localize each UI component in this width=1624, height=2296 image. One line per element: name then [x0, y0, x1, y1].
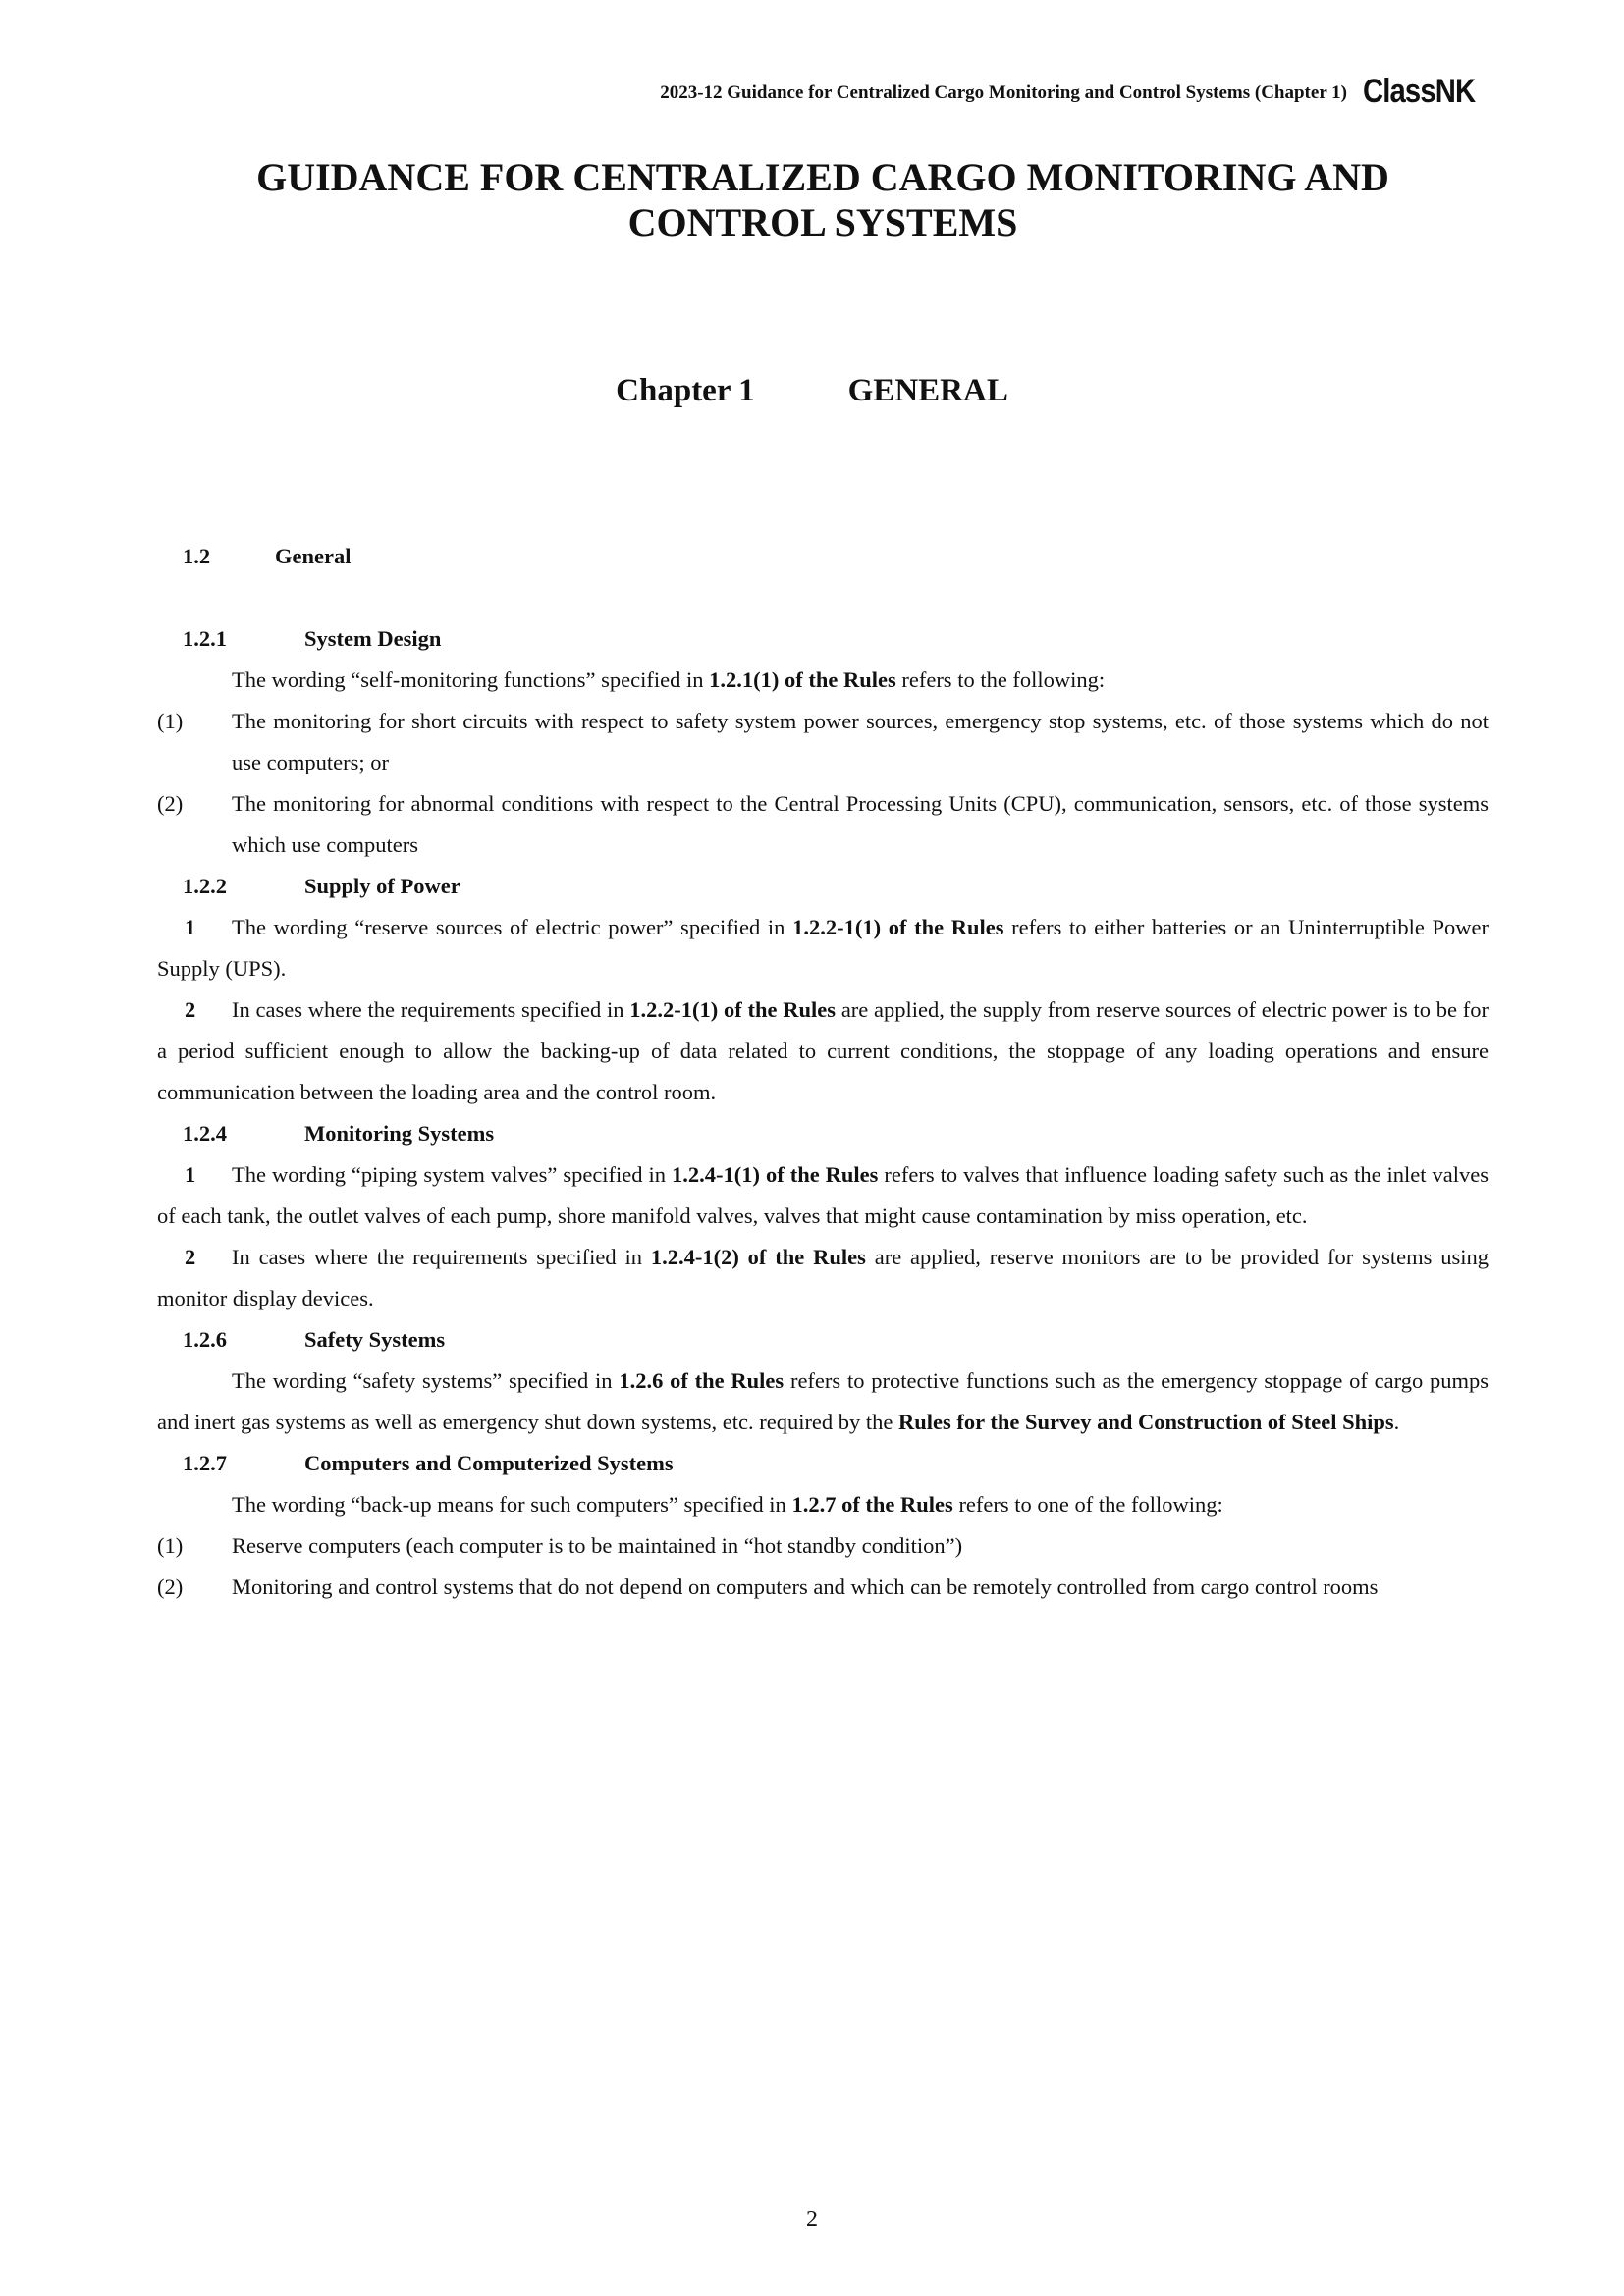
list-item: (1) The monitoring for short circuits with respect to safety system power sources, emergency stop systems, etc. of those systems which do not use computers; or	[157, 709, 1489, 774]
running-header: 2023-12 Guidance for Centralized Cargo Monitoring and Control Systems (Chapter 1)	[660, 82, 1347, 103]
rule-reference: 1.2.4-1(1) of the Rules	[672, 1162, 879, 1187]
subsection-number: 1.2.4	[183, 1121, 227, 1146]
paragraph: The wording “self-monitoring functions” specified in 1.2.1(1) of the Rules refers to the following:	[232, 667, 1106, 692]
section-title: General	[275, 544, 352, 568]
subsection-title: System Design	[304, 626, 442, 651]
subsection-heading-1-2-6	[157, 1319, 1489, 1361]
paragraph: The wording “safety systems” specified in 1.2.6 of the Rules refers to protective functions such as the emergency stoppage of cargo pumps and inert gas systems as well as emergency shut down systems, etc. required by the Rules for the Survey and Construction of Steel Ships.	[157, 1368, 1489, 1434]
subsection-number: 1.2.1	[183, 626, 227, 651]
subsection-title: Computers and Computerized Systems	[304, 1451, 674, 1475]
rule-reference: 1.2.7 of the Rules	[791, 1492, 953, 1517]
rule-reference: 1.2.4-1(2) of the Rules	[650, 1245, 866, 1269]
subsection-number: 1.2.2	[183, 874, 227, 898]
rule-reference: Rules for the Survey and Construction of Steel Ships	[898, 1410, 1394, 1434]
paragraph: 2 In cases where the requirements specified in 1.2.4-1(2) of the Rules are applied, reserve monitors are to be provided for systems using monitor display devices.	[157, 1245, 1489, 1310]
subsection-number: 1.2.6	[183, 1327, 227, 1352]
page-number: 2	[806, 2207, 818, 2232]
paragraph: 2 In cases where the requirements specified in 1.2.2-1(1) of the Rules are applied, the supply from reserve sources of electric power is to be for a period sufficient enough to allow the backing-up of data related to current conditions, the stoppage of any loading operations and ensure communication between the loading area and the control room.	[157, 997, 1489, 1104]
chapter-label: Chapter 1	[616, 373, 755, 408]
subsection-number: 1.2.7	[183, 1451, 227, 1475]
subsection-heading-1-2-1	[157, 618, 1489, 660]
list-item: (2) Monitoring and control systems that do not depend on computers and which can be remotely controlled from cargo control rooms	[157, 1575, 1379, 1599]
paragraph: 1 The wording “piping system valves” specified in 1.2.4-1(1) of the Rules refers to valves that influence loading safety such as the inlet valves of each tank, the outlet valves of each pump, shore manifold valves, valves that might cause contamination by miss operation, etc.	[157, 1162, 1489, 1228]
section-number: 1.2	[183, 544, 211, 568]
subsection-title: Supply of Power	[304, 874, 460, 898]
subsection-heading-1-2-4	[157, 1113, 1489, 1154]
rule-reference: 1.2.6 of the Rules	[619, 1368, 785, 1393]
paragraph: 1 The wording “reserve sources of electric power” specified in 1.2.2-1(1) of the Rules refers to either batteries or an Uninterruptible Power Supply (UPS).	[157, 915, 1489, 981]
document-title: GUIDANCE FOR CENTRALIZED CARGO MONITORING AND CONTROL SYSTEMS	[256, 155, 1389, 244]
chapter-name: GENERAL	[847, 373, 1008, 408]
body-text	[157, 536, 1489, 1608]
paragraph: The wording “back-up means for such computers” specified in 1.2.7 of the Rules refers to one of the following:	[232, 1492, 1223, 1517]
subsection-title: Safety Systems	[304, 1327, 446, 1352]
section-heading	[157, 536, 1489, 577]
list-item: (2) The monitoring for abnormal conditions with respect to the Central Processing Units (CPU), communication, sensors, etc. of those systems which use computers	[157, 791, 1489, 857]
rule-reference: 1.2.2-1(1) of the Rules	[629, 997, 837, 1022]
rule-reference: 1.2.2-1(1) of the Rules	[792, 915, 1004, 939]
subsection-title: Monitoring Systems	[304, 1121, 495, 1146]
subsection-heading-1-2-7	[157, 1443, 1489, 1484]
classnk-logo: ClassNK	[1363, 73, 1476, 110]
chapter-heading	[0, 373, 1624, 409]
subsection-heading-1-2-2	[157, 866, 1489, 907]
rule-reference: 1.2.1(1) of the Rules	[709, 667, 896, 692]
list-item: (1) Reserve computers (each computer is to be maintained in “hot standby condition”)	[157, 1533, 963, 1558]
